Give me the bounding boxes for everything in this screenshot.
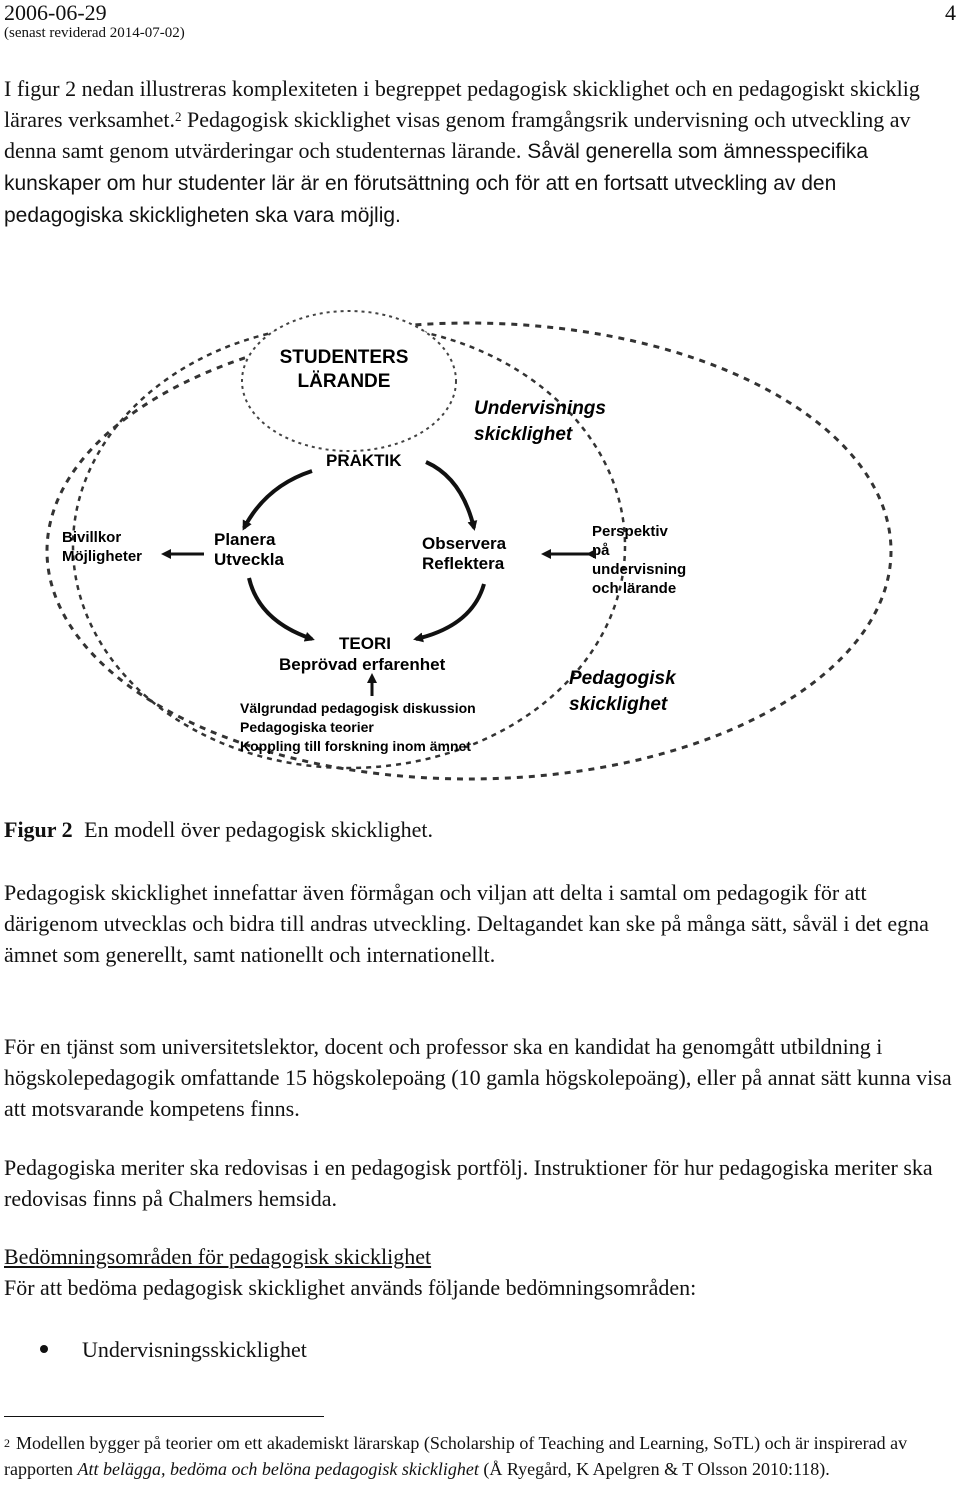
label-bivillkor: Bivillkor	[62, 529, 122, 546]
figure-caption	[4, 817, 433, 843]
label-undervisnings: Undervisnings	[474, 398, 606, 419]
label-skicklighet-2: skicklighet	[569, 694, 668, 715]
footnote-report-title: Att belägga, bedöma och belöna pedagogisk skicklighet	[77, 1459, 479, 1479]
intro-paragraph	[4, 73, 956, 231]
intro-text-2: Pedagogisk skicklighet visas genom framgångsrik undervisning och utveckling av denna samt genom utvärderingar och studenternas lärande.	[4, 107, 911, 163]
label-valgrundad-diskussion: Välgrundad pedagogisk diskussion	[240, 700, 476, 716]
intro-text-1: I figur 2 nedan illustreras komplexiteten i begreppet pedagogisk skicklighet och en pedagogiskt skicklig lärares verksamhet.	[4, 76, 920, 132]
footnote-text-after: (Å Ryegård, K Apelgren & T Olsson 2010:118).	[478, 1459, 830, 1479]
label-beprovad-erfarenhet: Beprövad erfarenhet	[279, 655, 446, 674]
footnote-reference[interactable]: 2	[175, 109, 182, 124]
label-perspektiv: Perspektiv	[592, 523, 668, 540]
section-intro: För att bedöma pedagogisk skicklighet används följande bedömningsområden:	[4, 1275, 697, 1300]
pedagogical-skill-model-diagram	[44, 306, 924, 781]
label-praktik: PRAKTIK	[326, 451, 402, 470]
section-heading: Bedömningsområden för pedagogisk skicklighet	[4, 1244, 432, 1269]
figure-caption-label: Figur 2	[4, 817, 73, 842]
intro-text-3: Såväl generella som ämnesspecifika kunskaper om hur studenter lär är en förutsättning och för att en fortsatt utveckling av den pedagogiska skickligheten ska vara möjlig.	[4, 140, 869, 227]
label-och-larande: och lärande	[592, 580, 677, 597]
label-undervisning: undervisning	[592, 561, 687, 578]
label-pa: på	[592, 542, 610, 559]
cycle-arrow-observera-to-teori	[416, 584, 484, 639]
cycle-arrow-praktik-to-planera	[244, 471, 312, 528]
footnote-divider	[4, 1416, 324, 1417]
list-item-text: Undervisningsskicklighet	[82, 1337, 307, 1362]
paragraph-requirements: För en tjänst som universitetslektor, docent och professor ska en kandidat ha genomgått utbildning i högskolepedagogik omfattande 15 högskolepoäng (10 gamla högskolepoäng), eller på annat sätt kunna visa att motsvarande kompetens finns.	[4, 1034, 952, 1121]
label-skicklighet-1: skicklighet	[474, 424, 573, 445]
label-pedagogisk: Pedagogisk	[569, 668, 676, 689]
list-item	[40, 1337, 307, 1363]
figure-caption-text: En modell över pedagogisk skicklighet.	[84, 817, 434, 842]
paragraph-portfolio: Pedagogiska meriter ska redovisas i en pedagogisk portfölj. Instruktioner för hur pedagogiska meriter ska redovisas finns på Chalmers hemsida.	[4, 1155, 933, 1211]
label-utveckla: Utveckla	[214, 550, 284, 569]
label-teori: TEORI	[339, 634, 391, 653]
footnote	[4, 1430, 956, 1482]
label-observera: Observera	[422, 534, 507, 553]
label-reflektera: Reflektera	[422, 554, 505, 573]
cycle-arrow-praktik-to-observera	[426, 462, 474, 528]
footnote-text-before: Modellen bygger på teorier om ett akademiskt lärarskap (Scholarship of Teaching and Learning, SoTL) och är inspirerad av rapporten	[4, 1433, 908, 1479]
cycle-arrow-planera-to-teori	[249, 578, 312, 639]
header-revision-date: (senast reviderad 2014-07-02)	[4, 25, 185, 41]
label-mojligheter: Möjligheter	[62, 548, 143, 565]
label-planera: Planera	[214, 530, 276, 549]
label-pedagogiska-teorier: Pedagogiska teorier	[240, 719, 374, 735]
page-number: 4	[945, 0, 956, 25]
label-koppling-forskning: Koppling till forskning inom ämnet	[240, 738, 471, 754]
label-studenters: STUDENTERS	[279, 347, 409, 368]
header-date: 2006-06-29	[4, 0, 107, 25]
bullet-icon	[40, 1345, 48, 1353]
paragraph-participation: Pedagogisk skicklighet innefattar även förmågan och viljan att delta i samtal om pedagogik för att därigenom utvecklas och bidra till andras utveckling. Deltagandet kan ske på många sätt, såväl i det egna ämnet som generellt, samt nationellt och internationellt.	[4, 880, 929, 967]
label-larande: LÄRANDE	[297, 371, 391, 392]
footnote-number: 2	[4, 1436, 10, 1450]
